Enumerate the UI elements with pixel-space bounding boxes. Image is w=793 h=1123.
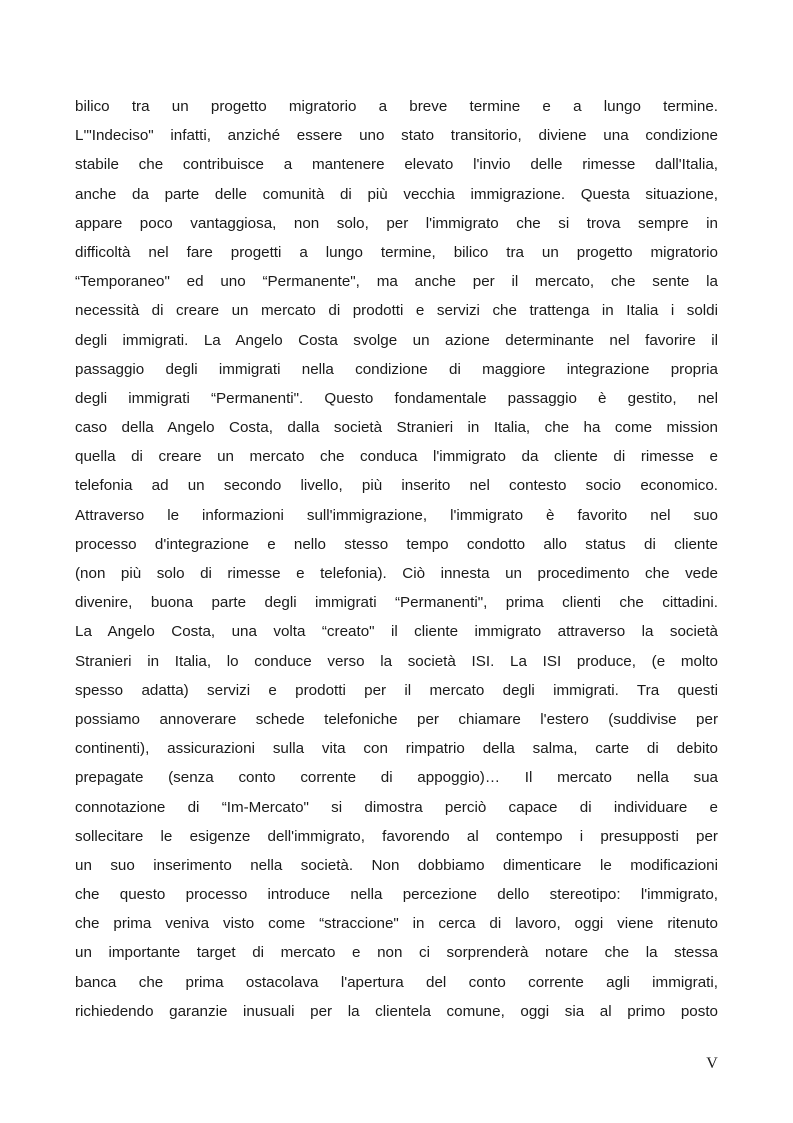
text-line: “Temporaneo" ed uno “Permanente", ma anche per il mercato, che sente la	[75, 273, 718, 291]
text-line: anche da parte delle comunità di più vecchia immigrazione. Questa situazione,	[75, 185, 718, 203]
text-line: quella di creare un mercato che conduca l'immigrato da cliente di rimesse e	[75, 448, 718, 466]
text-line: divenire, buona parte degli immigrati “Permanenti", prima clienti che cittadini.	[75, 594, 718, 612]
text-line: che prima veniva visto come “straccione" in cerca di lavoro, oggi viene ritenuto	[75, 915, 718, 933]
text-line: continenti), assicurazioni sulla vita con rimpatrio della salma, carte di debito	[75, 740, 718, 758]
text-line: processo d'integrazione e nello stesso tempo condotto allo status di cliente	[75, 535, 718, 553]
text-line: (non più solo di rimesse e telefonia). Ciò innesta un procedimento che vede	[75, 565, 718, 582]
text-line: connotazione di “Im-Mercato" si dimostra perciò capace di individuare e	[75, 798, 718, 816]
text-line: degli immigrati. La Angelo Costa svolge un azione determinante nel favorire il	[75, 331, 718, 349]
text-line: spesso adatta) servizi e prodotti per il mercato degli immigrati. Tra questi	[75, 681, 718, 699]
text-line: un importante target di mercato e non ci sorprenderà notare che la stessa	[75, 944, 718, 962]
text-line: caso della Angelo Costa, dalla società Stranieri in Italia, che ha come mission	[75, 419, 718, 437]
text-line: necessità di creare un mercato di prodotti e servizi che trattenga in Italia i soldi	[75, 302, 718, 320]
text-line: possiamo annoverare schede telefoniche per chiamare l'estero (suddivise per	[75, 710, 718, 728]
text-line: L'"Indeciso" infatti, anziché essere uno stato transitorio, diviene una condizione	[75, 127, 718, 145]
text-line: difficoltà nel fare progetti a lungo termine, bilico tra un progetto migratorio	[75, 243, 718, 261]
text-line: appare poco vantaggiosa, non solo, per l'immigrato che si trova sempre in	[75, 214, 718, 232]
text-line: banca che prima ostacolava l'apertura del conto corrente agli immigrati,	[75, 973, 718, 991]
body-text	[75, 92, 718, 1026]
text-line: Attraverso le informazioni sull'immigrazione, l'immigrato è favorito nel suo	[75, 506, 718, 524]
text-line: La Angelo Costa, una volta “creato" il cliente immigrato attraverso la società	[75, 623, 718, 641]
text-line: bilico tra un progetto migratorio a breve termine e a lungo termine.	[75, 98, 718, 115]
text-line: prepagate (senza conto corrente di appoggio)… Il mercato nella sua	[75, 769, 718, 787]
text-line: telefonia ad un secondo livello, più inserito nel contesto socio economico.	[75, 477, 718, 495]
text-line: stabile che contribuisce a mantenere elevato l'invio delle rimesse dall'Italia,	[75, 156, 718, 174]
text-line: degli immigrati “Permanenti". Questo fondamentale passaggio è gestito, nel	[75, 389, 718, 407]
text-line: un suo inserimento nella società. Non dobbiamo dimenticare le modificazioni	[75, 856, 718, 874]
text-line: Stranieri in Italia, lo conduce verso la società ISI. La ISI produce, (e molto	[75, 652, 718, 670]
text-line: passaggio degli immigrati nella condizione di maggiore integrazione propria	[75, 360, 718, 378]
text-line: sollecitare le esigenze dell'immigrato, favorendo al contempo i presupposti per	[75, 827, 718, 845]
text-line: che questo processo introduce nella percezione dello stereotipo: l'immigrato,	[75, 886, 718, 904]
page-number: V	[706, 1055, 718, 1072]
text-line: richiedendo garanzie inusuali per la clientela comune, oggi sia al primo posto	[75, 1002, 718, 1020]
